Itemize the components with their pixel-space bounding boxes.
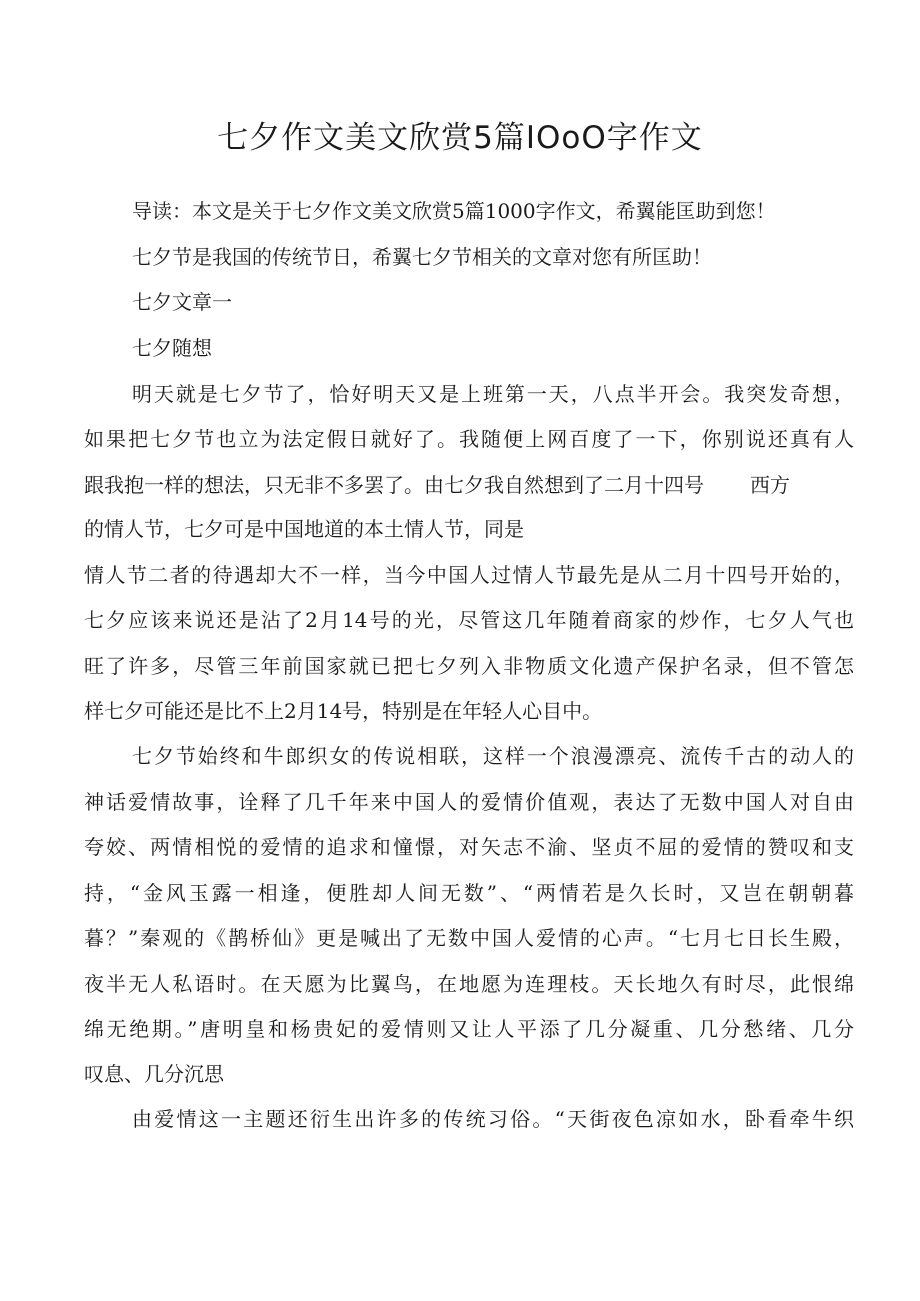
paragraph-line: 情人节二者的待遇却大不一样，当今中国人过情人节最先是从二月十四号开始的， <box>84 563 854 587</box>
opening-line: 七夕节是我国的传统节日，希翼七夕节相关的文章对您有所匡助！ <box>132 245 712 269</box>
paragraph-line: 持，“金风玉露一相逢，便胜却人间无数”、“两情若是久长时，又岂在朝朝暮 <box>84 881 854 905</box>
paragraph-line: 暮？”秦观的《鹊桥仙》更是喊出了无数中国人爱情的心声。“七月七日长生殿， <box>84 926 854 950</box>
paragraph-line: 夜半无人私语时。在天愿为比翼鸟，在地愿为连理枝。天长地久有时尽，此恨绵 <box>84 972 854 996</box>
paragraph-line: 夸姣、两情相悦的爱情的追求和憧憬，对矢志不渝、坚贞不屈的爱情的赞叹和支 <box>84 835 854 859</box>
paragraph-line: 由爱情这一主题还衍生出许多的传统习俗。“天街夜色凉如水，卧看牵牛织 <box>132 1107 854 1131</box>
paragraph-line: 旺了许多，尽管三年前国家就已把七夕列入非物质文化遗产保护名录，但不管怎 <box>84 654 854 678</box>
paragraph-line: 叹息、几分沉思 <box>84 1062 224 1086</box>
paragraph-line: 的情人节，七夕可是中国地道的本土情人节，同是 <box>84 517 524 541</box>
paragraph-line: 七夕节始终和牛郎织女的传说相联，这样一个浪漫漂亮、流传千古的动人的 <box>132 744 854 768</box>
paragraph-line <box>84 470 854 500</box>
paragraph-line: 绵无绝期。”唐明皇和杨贵妃的爱情则又让人平添了几分凝重、几分愁绪、几分 <box>84 1017 854 1041</box>
paragraph-line: 明天就是七夕节了，恰好明天又是上班第一天，八点半开会。我突发奇想， <box>132 382 854 406</box>
paragraph-line: 样七夕可能还是比不上2月14号，特别是在年轻人心目中。 <box>84 699 603 723</box>
paragraph-line: 如果把七夕节也立为法定假日就好了。我随便上网百度了一下，你别说还真有人 <box>84 427 854 451</box>
paragraph-line: 神话爱情故事，诠释了几千年来中国人的爱情价值观，表达了无数中国人对自由 <box>84 790 854 814</box>
chapter-heading: 七夕文章一 <box>132 290 232 314</box>
intro-line: 导读：本文是关于七夕作文美文欣赏5篇1000字作文，希翼能匡助到您！ <box>132 199 776 223</box>
paragraph-line-part: 西方 <box>750 473 790 497</box>
paragraph-line-part: 跟我抱一样的想法，只无非不多罢了。由七夕我自然想到了二月十四号 <box>84 473 704 497</box>
paragraph-line: 七夕应该来说还是沾了2月14号的光，尽管这几年随着商家的炒作，七夕人气也 <box>84 608 854 632</box>
essay-title: 七夕随想 <box>132 336 212 360</box>
document-title: 七夕作文美文欣赏5篇IOoO字作文 <box>217 120 703 156</box>
